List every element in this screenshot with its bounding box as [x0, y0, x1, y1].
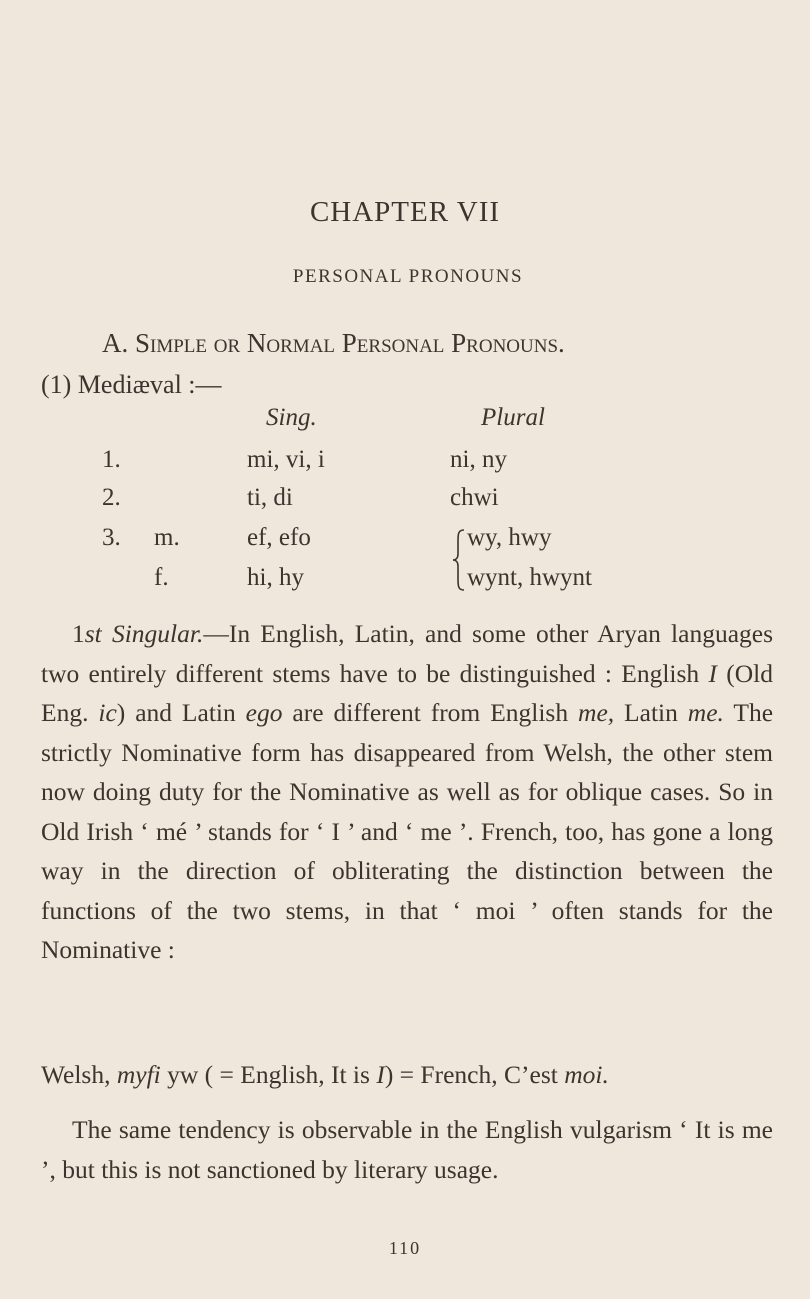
section-heading: [102, 328, 565, 359]
lead-number: 1: [72, 619, 85, 648]
column-header-plural: Plural: [481, 404, 545, 431]
row-1-singular: mi, vi, i: [247, 446, 325, 473]
lead-singular: Singular.: [111, 619, 204, 648]
row-1-plural: ni, ny: [450, 446, 507, 473]
row-3-gender: m.: [154, 524, 180, 551]
example-line: [41, 1055, 609, 1095]
italic-word: moi.: [564, 1060, 609, 1089]
row-3-plural: wy, hwy: [467, 524, 552, 551]
italic-word: me.: [687, 698, 724, 727]
text-segment: (Old Eng.: [41, 658, 773, 727]
text-segment: Welsh,: [41, 1060, 117, 1089]
chapter-title: CHAPTER VII: [309, 196, 501, 228]
row-4-plural: wynt, hwynt: [467, 564, 592, 591]
row-2-number: 2.: [102, 484, 121, 511]
text-segment: —In English, Latin, and some other Aryan languages two entirely different stems have to be distinguished : English: [41, 619, 774, 688]
italic-word: ego: [245, 698, 283, 727]
row-2-plural: chwi: [450, 484, 499, 511]
row-2-singular: ti, di: [247, 484, 293, 511]
paragraph-first-singular: [41, 614, 773, 970]
row-3-number: 3.: [102, 524, 121, 551]
lead-st: st: [84, 619, 102, 648]
text-segment: The strictly Nominative form has disappeared from Welsh, the other stem now doing duty for the Nominative as well as for oblique cases. So in Old Irish ‘ mé ’ stands for ‘ I ’ and ‘ me ’. French, too, has gone a long way in the direction of obliterating the distinction between the functions of the two stems, in that ‘ moi ’ often stands for the Nominative :: [41, 698, 774, 964]
italic-word: me,: [578, 698, 615, 727]
text-segment: are different from English: [282, 698, 579, 727]
text-segment: yw ( = English, It is: [160, 1060, 377, 1089]
italic-word: I: [376, 1060, 385, 1089]
column-header-sing: Sing.: [266, 404, 317, 431]
italic-word: ic: [98, 698, 117, 727]
row-4-singular: hi, hy: [247, 564, 304, 591]
section-prefix: A.: [102, 328, 129, 358]
table-intro: (1) Mediæval :—: [41, 370, 222, 399]
page-number: 110: [388, 1238, 422, 1258]
text-segment: Latin: [614, 698, 688, 727]
row-3-singular: ef, efo: [247, 524, 311, 551]
text-segment: ) and Latin: [116, 698, 246, 727]
row-1-number: 1.: [102, 446, 121, 473]
row-4-gender: f.: [154, 564, 169, 591]
italic-word: I: [708, 658, 717, 688]
italic-word: myfi: [116, 1060, 161, 1089]
section-title: Simple or Normal Personal Pronouns.: [135, 328, 565, 358]
paragraph-vulgarism: The same tendency is observable in the English vulgarism ‘ It is me ’, but this is not sanctioned by literary usage.: [41, 1115, 773, 1184]
text-segment: ) = French, C’est: [384, 1060, 565, 1089]
chapter-subtitle: PERSONAL PRONOUNS: [292, 266, 524, 287]
brace-icon: [452, 528, 466, 592]
